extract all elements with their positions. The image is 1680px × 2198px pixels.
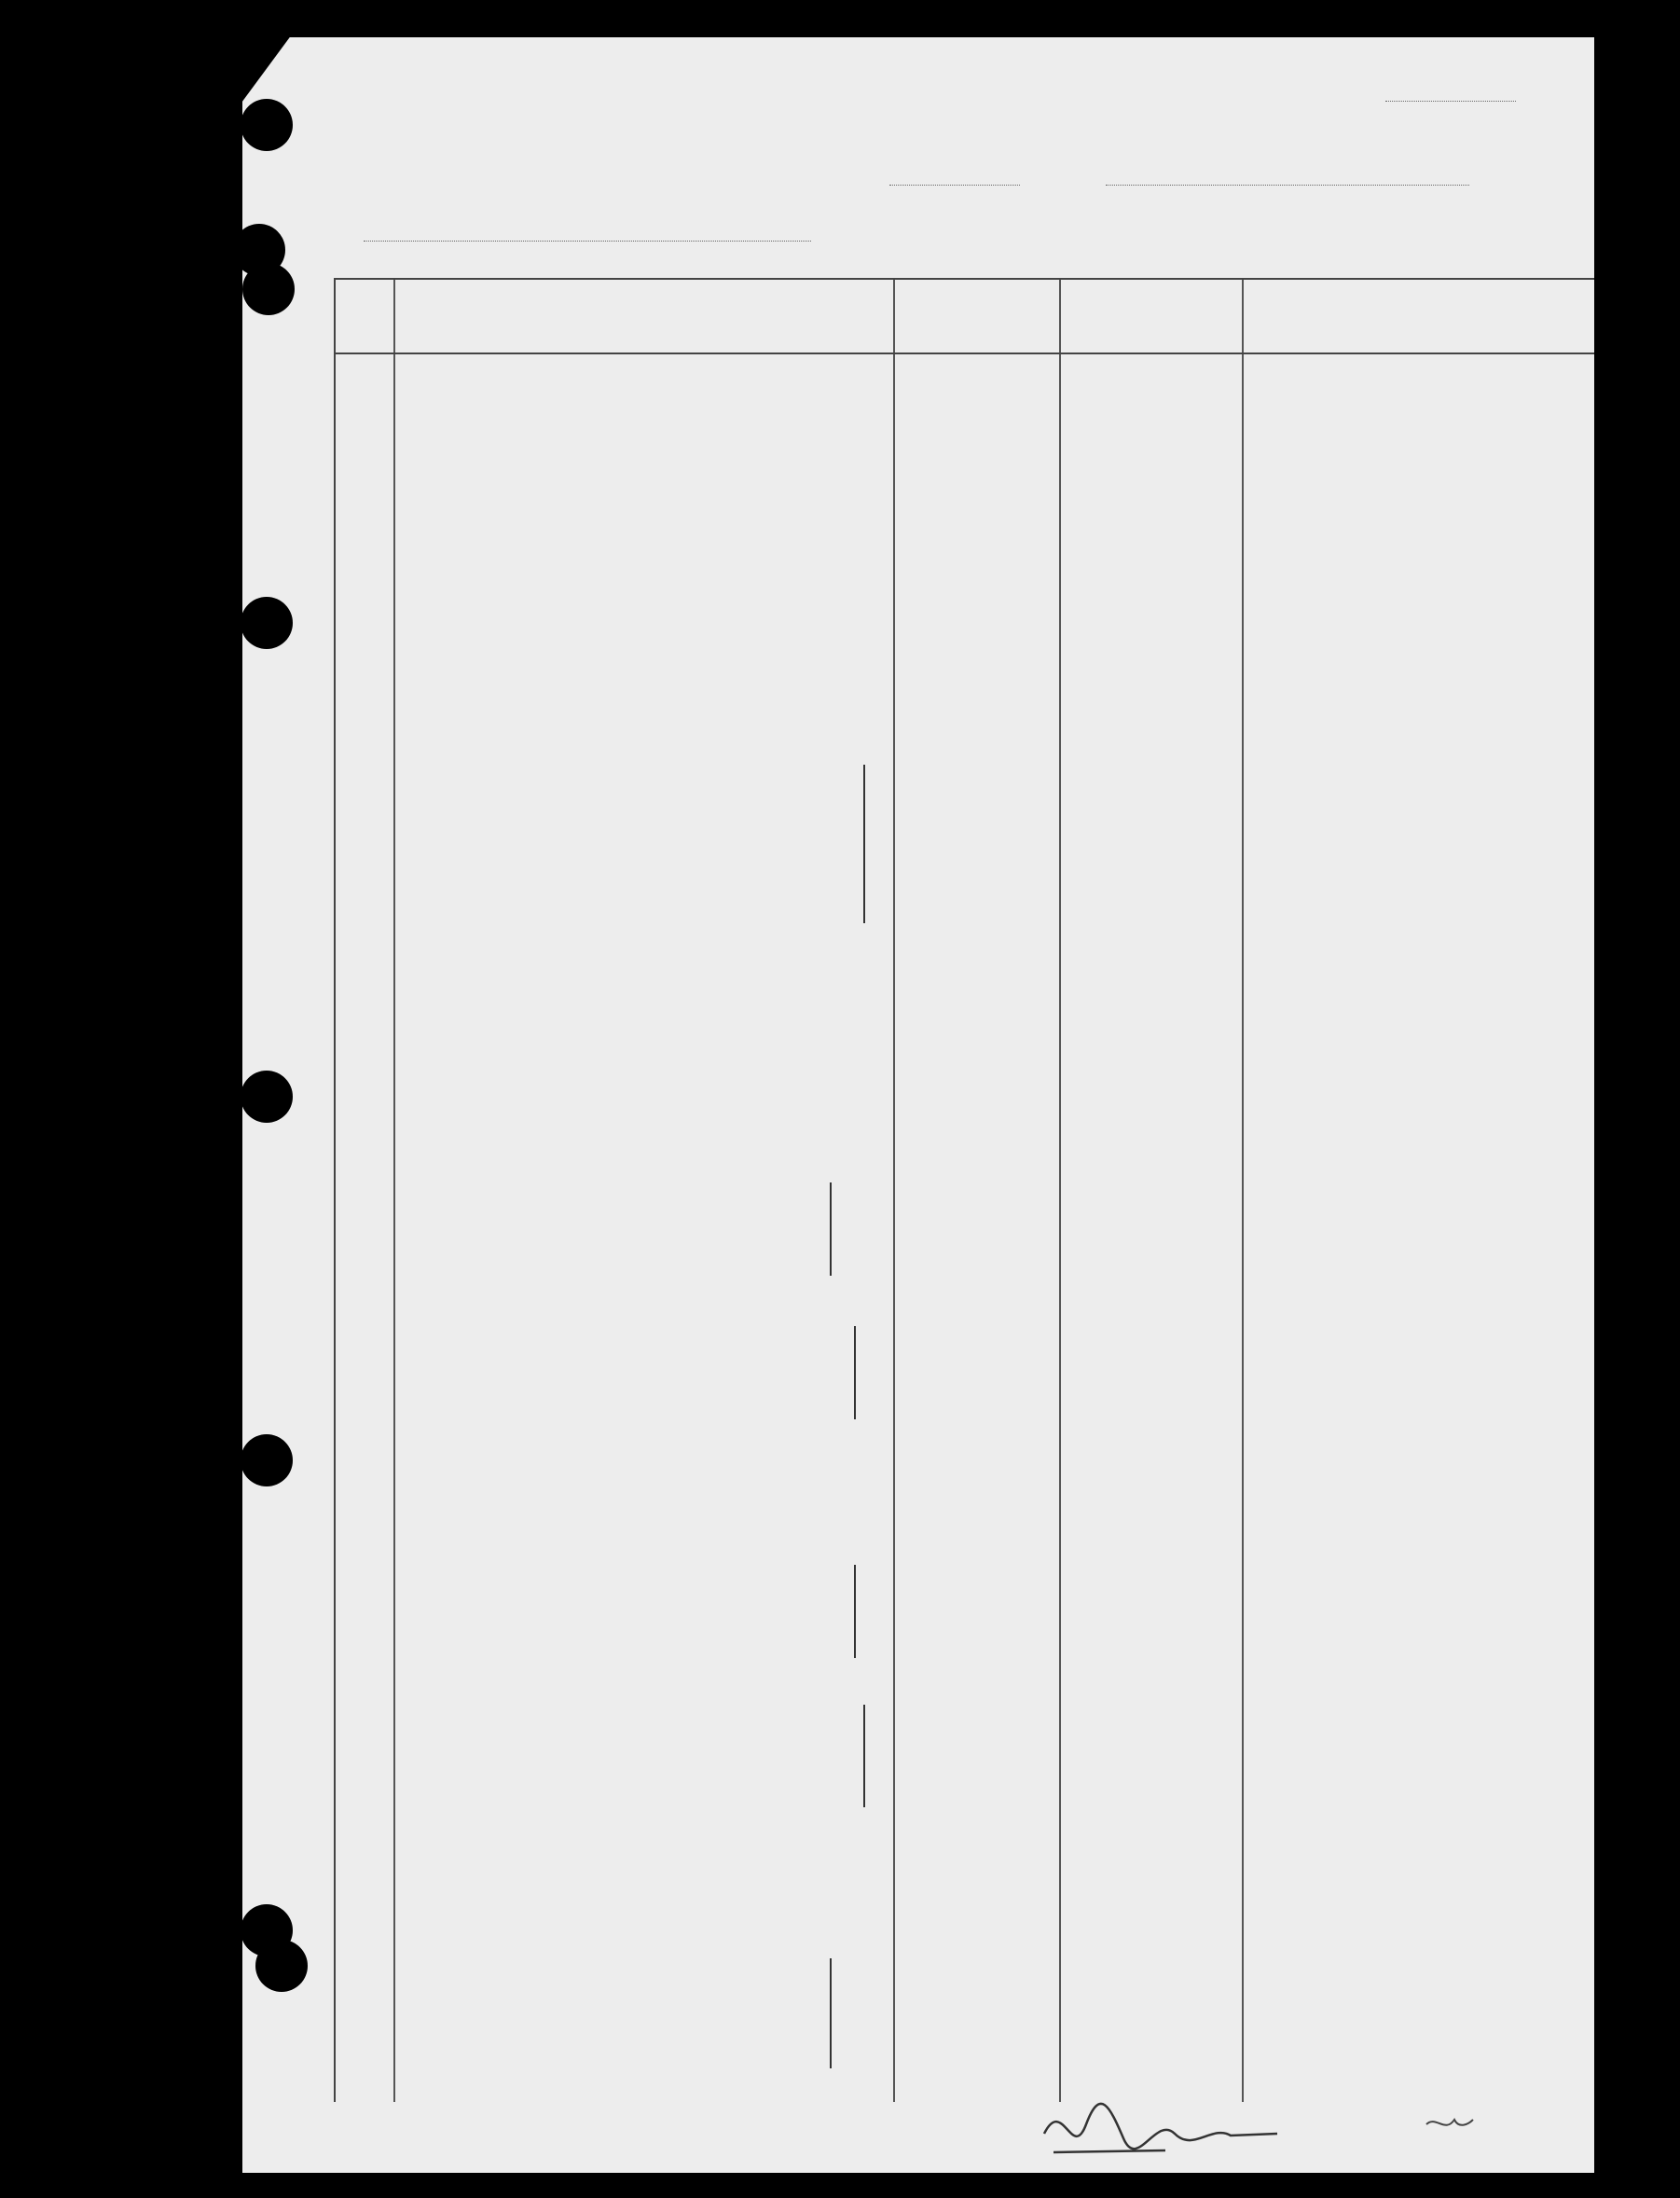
- header-name: [393, 280, 893, 353]
- punch-hole: [255, 1940, 308, 1992]
- family-bracket: [854, 1565, 856, 1658]
- column-divider: [893, 280, 895, 2102]
- punch-hole: [241, 99, 293, 151]
- list-no-line: [1385, 101, 1516, 102]
- punch-hole: [242, 263, 295, 315]
- column-divider: [1242, 280, 1244, 2102]
- class-line: [889, 185, 1020, 186]
- header-officers: [1259, 280, 1613, 353]
- header-line-no: [336, 280, 393, 353]
- from-line: [1106, 185, 1469, 186]
- table-header: [336, 280, 1626, 354]
- family-bracket: [863, 765, 865, 923]
- inspector-signature: [1035, 2096, 1538, 2166]
- header-passport: [902, 280, 1052, 353]
- punch-hole: [241, 597, 293, 649]
- passenger-table: [334, 278, 1628, 2102]
- signature-scribble: [1035, 2096, 1538, 2162]
- family-bracket: [854, 1326, 856, 1419]
- punch-hole: [241, 1434, 293, 1486]
- family-bracket: [830, 1958, 832, 2068]
- family-bracket: [863, 1705, 865, 1807]
- family-bracket: [830, 1182, 832, 1276]
- vessel-line: [364, 241, 811, 242]
- document-page: [242, 37, 1594, 2173]
- punch-hole: [241, 1071, 293, 1123]
- column-divider: [393, 280, 395, 2102]
- header-baggage: [1068, 280, 1232, 353]
- column-divider: [1059, 280, 1061, 2102]
